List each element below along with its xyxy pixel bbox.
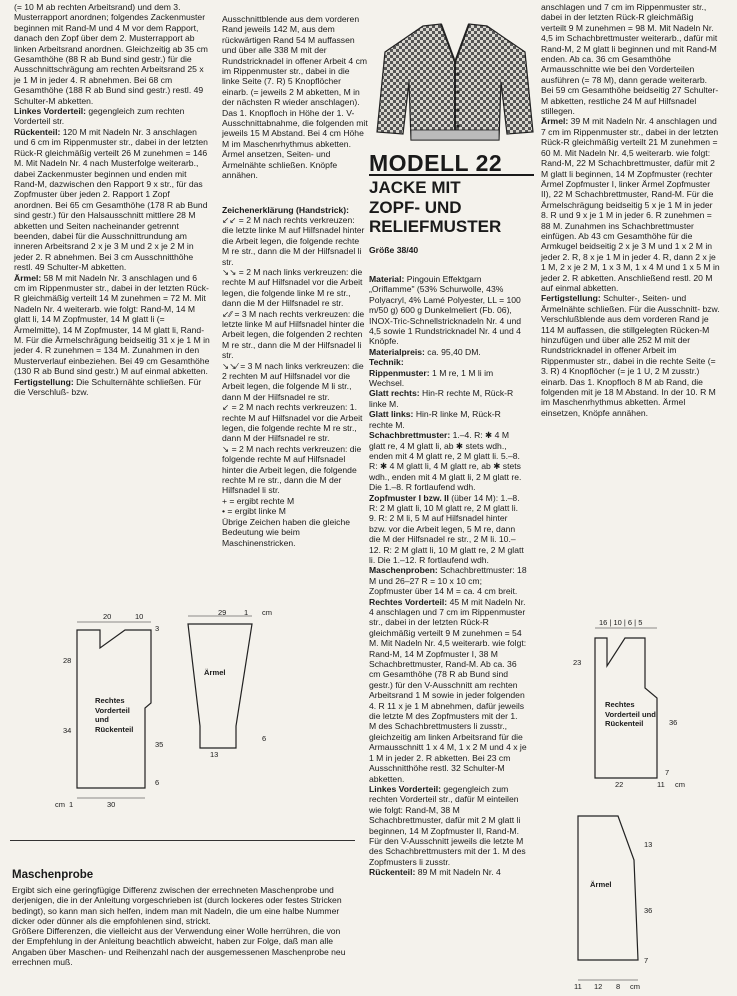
s2-n6: 6 [262,734,267,743]
s3-n22: 22 [615,780,624,789]
s3-n36: 36 [669,718,678,727]
fert-text: Die Schulternähte schließen. Für die Verschluß- bzw. [14,376,202,398]
sch-text: 1.–4. R: ✱ 4 M glatt re, 4 M glatt li, ab ✱ stets wdh., enden mit 4 M glatt re, 2 M glatt li. 5.–8. R: ✱ 4 M glatt li, 4 M glatt re, ab ✱ stets wdh., enden mit 4 M glatt li, 2 M glatt re. Die 1.–8. R fortlaufend wdh. [369,430,522,493]
s1-n6: 6 [155,778,160,787]
title-line-1: JACKE MIT [369,178,461,197]
s3-n23: 23 [573,658,582,667]
arm-heading: Ärmel: [14,272,42,283]
size-label: Größe 38/40 [369,245,419,255]
column-4 [541,2,721,418]
s3-n7: 7 [665,768,670,777]
maschenprobe-p1: Ergibt sich eine geringfügige Differenz zwischen der errechneten Maschenprobe und derjenigen, die in der Anleitung vorgeschrieben ist (durch lockeres oder festes Stricken bedingt), so kann man sich helfen, indem man mit Nadeln, die um eine halbe Nummer dicker oder dünner als die empfohlenen sind, strickt. [12,885,342,926]
s1-n3: 3 [155,624,160,633]
s3-top: 16 | 10 | 6 | 5 [599,618,643,627]
s1-n28: 28 [63,656,72,665]
jacket-title [369,178,501,237]
legend-z4: ↘↘⁄ = 3 M nach links verkreuzen: die 2 rechten M auf Hilfsnadel vor die Arbeit legen, die folgende M li str., dann M der Hilfsnadel re str. [222,360,364,402]
column-2 [222,14,368,548]
schema-2-outline [180,608,280,768]
sch-heading: Schachbrettmuster: [369,430,451,441]
s2-n13: 13 [210,750,219,759]
rt3-text: 89 M mit Nadeln Nr. 4 [417,867,501,878]
arm4-heading: Ärmel: [541,116,569,127]
col4-cont: anschlagen und 7 cm im Rippenmuster str., dabei in der letzten Rück-R gleichmäßig verteilt 9 M zunehmen = 98 M. Mit Nadeln Nr. 4,5 im Schachbrettmuster weiterarb., dafür mit Rand-M, 2 M glatt li beginnen und mit Rand-M enden. Ab ca. 36 cm Gesamthöhe Armausschnitte wie bei den Vorderteilen ausführen (= 78 M), dann gerade weiterarb. Bei 59 cm Gesamthöhe beidseitig 27 Schulter-M abketten, restliche 24 M auf Hilfsnadel stillegen. [541,2,719,117]
rv-heading: Rechtes Vorderteil: [369,596,448,607]
glr-text: Hin-R rechte M, Rück-R linke M. [369,388,514,409]
rt3-heading: Rückenteil: [369,867,416,878]
legend-z3: ↙⁄⁄ = 3 M nach rechts verkreuzen: die letzte linke M auf Hilfsnadel hinter die Arbeit legen, die folgenden 2 rechten M re str., dann die M der Hilfsnadel li str. [222,308,365,361]
s1-n20: 20 [103,612,112,621]
zopf-text: (über 14 M): 1.–8. R: 2 M glatt li, 10 M glatt re, 2 M glatt li. 9. R: 2 M li, 5 M auf Hilfsnadel hinter bzw. vor die Arbeit legen, 5 M re, dann die M der Hilfsnadel re str., 2 M li. 10.–12. R: 2 M glatt li, 10 M glatt re, 2 M glatt li. Die 1.–12. R fortlaufend wdh. [369,492,524,565]
schema-front-back-2 [565,618,735,798]
legend-z1: ↙↙ = 2 M nach rechts verkreuzen: die letzte linke M auf Hilfsnadel hinter die Arbeit legen, die folgende rechte M re str., dann die M der Hilfsnadel li str. [222,214,365,267]
zopf-heading: Zopfmuster I bzw. II [369,492,449,503]
rt-heading: Rückenteil: [14,126,61,137]
fert-heading: Fertigstellung: [14,376,74,387]
gll-heading: Glatt links: [369,409,414,420]
maschenprobe-p2: Größere Differenzen, die vielleicht aus der Verwendung einer Wolle herrühren, die von der Empfehlung in der Anleitung beachtlich abweicht, haben zur Folge, daß man alle Angaben über Maschen- und Reihenzahl nach der ausgemessenen Maschenprobe neu errechnen muß. [12,926,346,968]
s4-n7: 7 [644,956,649,965]
legend-z9: Übrige Zeichen haben die gleiche Bedeutung wie beim Maschinenstricken. [222,516,351,548]
maschenprobe-box [10,840,355,991]
jacket-illustration [375,22,535,142]
col1-intro: (= 10 M ab rechten Arbeitsrand) und dem 3. Musterrapport anordnen; folgendes Zackenmuster beginnen mit Rand-M und 4 M vor dem Rapport, danach den Zopf über dem 2. Musterrapport ab linken Arbeitsrand anordnen. Gleichzeitig ab 35 cm Gesamthöhe (88 R ab Bund sind gestr.) für die Ausschnittschrägung am rechten Arbeitsrand 25 x je 1 M in jeder 4. R abnehmen. Bei 68 cm Gesamthöhe (188 R ab Bund sind gestr.) restl. 49 Schulter-M abketten. [14,2,208,106]
fert4-text: Schulter-, Seiten- und Ärmelnähte schließen. Für die Ausschnitt- bzw. Verschlußblende aus dem vorderen Rand je 114 M auffassen, die stillgelegten Rücken-M hinzufügen und über alle 252 M mit der Rundstricknadel in offener Arbeit im Rippenmuster str., dabei in die rechte Seite (= 3. R) 4 Knopflöcher (= je 1 U, 2 M zusstr.) einarb. Das 1. Knopfloch 8 M ab Rand, die folgenden mit je 18 M Abstand. In der 10. R M im Maschenrhythmus abketten. Ärmel einsetzen, Knöpfe annähen. [541,293,720,418]
arm-text: 58 M mit Nadeln Nr. 3 anschlagen und 6 cm im Rippenmuster str., dabei in der letzten Rück-R gleichmäßig verteilt 14 M zunehmen = 72 M. Mit Nadeln Nr. 4 weiterarb. wie folgt: Rand-M, 14 M glatt li, 14 M Zopfmuster, 14 M glatt li (= Ärmelmitte), 14 M Zopfmuster, 14 M glatt li, Rand-M. Für die Ärmelschrägung beidseitig 31 x je 1 M in jeder 4. R zunehmen = 134 M. Zunahmen in den Musterverlauf einbeziehen. Bei 49 cm Gesamthöhe (130 R ab Bund sind gestr.) M auf einmal abketten. [14,272,210,377]
s3-label: Rechtes Vorderteil und Rückenteil [605,700,656,728]
glr-heading: Glatt rechts: [369,388,420,399]
preis-text: ca. 95,40 DM. [427,346,481,357]
arm4-text: 39 M mit Nadeln Nr. 4 anschlagen und 7 cm im Rippenmuster str., dabei in der letzten Rück-R gleichmäßig verteilt 21 M zunehmen = 60 M. Mit Nadeln Nr. 4,5 weiterarb. wie folgt: Rand-M, 22 M Schachbrettmuster, dafür mit 2 M glatt li beginnen, 14 M Zopfmuster (rechter Ärmel Zopfmuster I, linker Ärmel Zopfmuster II), 22 M Schachbrettmuster, Rand-M. Für die Ärmelschrägung beidseitig 5 x je 1 M in jeder 8. R und 9 x je 1 M in jeder 6. R zunehmen = 88 M. Zunahmen ins Schachbrettmuster einfügen. Ab 43 cm Gesamthöhe für die Armkugel beidseitig 2 x je 3 M und 1 x 2 M in jeder 2. R, 8 x je 1 M in jeder 4. R, dann 2 x je 1 M, 2 x je 2 M, 1 x 3 M, 1 x 4 M und 1 x 5 M in jeder 2. R abketten. Anschließend restl. 20 M auf einmal abketten. [541,116,720,293]
schema-4-outline [560,810,680,990]
s1-label: Rechtes Vorderteil und Rückenteil [95,696,134,734]
rt-text: 120 M mit Nadeln Nr. 3 anschlagen und 6 cm im Rippenmuster str., dabei in der letzten Rück-R gleichmäßig verteilt 26 M zunehmen = 146 M. Mit Nadeln Nr. 4 nach Musterfolge weiterarb., dabei Zackenmuster beginnen und enden mit Rand-M, dazwischen den Rapport 9 x str., für das Zopfmuster über jeden 2. Rapport 1 Zopf anordnen. Bei 65 cm Gesamthöhe (178 R ab Bund sind gestr.) für den Halsausschnitt mittlere 28 M abketten und Seiten nacheinander getrennt beenden, dabei für die Ausschnittrundung am inneren Arbeitsrand 2 x je 3 M und 2 x je 2 M in jeder 2. R abnehmen. Bei 3 cm Ausschnitthöhe restl. 49 Schulter-M abketten. [14,126,208,273]
s1-n30: 30 [107,800,116,809]
s4-n12: 12 [594,982,603,991]
col2-cont: Ausschnittblende aus dem vorderen Rand jeweils 142 M, aus dem rückwärtigen Rand 54 M auffassen und über alle 338 M mit der Rundstricknadel in offener Arbeit 4 cm im Rippenmuster str., dabei in die linke Seite (7. R) 5 Knopflöcher einarb. (= jeweils 2 M abketten, M in der nächsten R wieder anschlagen). Das 1. Knopfloch in Höhe der 1. V-Ausschnittabnahme, die folgenden mit jeweils 15 M Abstand. Bei 4 cm Höhe M im Maschenrhythmus abketten. Ärmel ansetzen, Seiten- und Ärmelnähte schließen. Knöpfe annähen. [222,14,368,181]
material-heading: Material: [369,274,405,284]
s2-cm: cm [262,608,272,617]
legend-z5: ↙ = 2 M nach rechts verkreuzen: 1. rechte M auf Hilfsnadel vor die Arbeit legen, die folgende rechte M re str., dann M der Hilfsnadel re str. [222,402,363,444]
s3-n11: 11 [657,780,665,789]
mp-text: Schachbrettmuster: 18 M und 26–27 R = 10 x 10 cm; Zopfmuster über 14 M = ca. 4 cm breit. [369,565,527,597]
schema-sleeve-2 [560,810,680,990]
legend-z2: ↘↘ = 2 M nach links verkreuzen: die rechte M auf Hilfsnadel vor die Arbeit legen, die folgende linke M re str., dann die M der Hilfsnadel re str. [222,266,363,309]
lv-heading: Linkes Vorderteil: [14,106,86,117]
material-text: Pingouin Effektgarn „Oriflamme" (53% Schurwolle, 43% Polyacryl, 4% Lamé Polyester, LL = 100 m/50 g) 600 g Dunkelmeliert (Fb. 06), INOX-Tric-Schnellstricknadeln Nr. 4 und 4,5 sowie 1 Rundstricknadel Nr. 4 und 4 Knöpfe. [369,274,522,347]
s1-n1: 1 [69,800,74,809]
technik-heading: Technik: [369,357,404,368]
s1-n35: 35 [155,740,164,749]
s4-n13: 13 [644,840,653,849]
rip-heading: Rippenmuster: [369,367,430,378]
gll-text: Hin-R linke M, Rück-R rechte M. [369,409,501,430]
zeichen-heading: Zeichenerklärung (Handstrick): [222,204,350,215]
column-3 [369,264,527,878]
s2-n29: 29 [218,608,227,617]
s1-cm: cm [55,800,65,809]
s4-cm: cm [630,982,640,991]
lv3-heading: Linkes Vorderteil: [369,783,441,794]
s4-n8: 8 [616,982,621,991]
schema-sleeve-1 [180,608,280,768]
lv3-text: gegengleich zum rechten Vorderteil str., dafür M einteilen wie folgt: Rand-M, 38 M Schachbrettmuster, dafür mit 2 M glatt li beginnen, 14 M Zopfmuster II, Rand-M. Für den V-Ausschnitt jeweils die letzte M des Schachbrettmusters mit der 1. M des Zopfmusters li zusstr. [369,783,526,867]
title-line-2: ZOPF- UND [369,197,462,217]
maschenprobe-title: Maschenprobe [12,869,94,881]
legend-z8: • = ergibt linke M [222,506,286,517]
s2-n1: 1 [244,608,249,617]
rv-text: 45 M mit Nadeln Nr. 4 anschlagen und 7 cm im Rippenmuster str., dabei in der letzten Rück-R gleichmäßig verteilt 9 M zunehmen = 54 M. Mit Nadeln Nr. 4,5 weiterarb. wie folgt: Rand-M, 14 M Zopfmuster I, 38 M Schachbrettmuster, Rand-M. Ab ca. 36 cm Gesamthöhe (78 R ab Bund sind gestr.) für den V-Ausschnitt am rechten Arbeitsrand 1 M sowie in jeder folgenden 4. R 11 x je 1 M abnehmen, dafür jeweils die letzte M des Zopfmusters mit der 1. M des Schachbrettmusters li zusstr., gleichzeitig am linken Arbeitsrand für die Armausschnitt 1 x 4 M, 1 x 2 M und 4 x je 1 M in jeder 2. R abketten. Bei 23 cm Ausschnitthöhe restl. 32 Schulter-M abketten. [369,596,527,784]
title-line-3: RELIEFMUSTER [369,217,502,236]
legend-z7: + = ergibt rechte M [222,495,295,506]
column-1 [14,2,210,397]
s1-n34: 34 [63,726,72,735]
fert4-heading: Fertigstellung: [541,293,601,304]
mp-heading: Maschenproben: [369,565,438,576]
rip-text: 1 M re, 1 M li im Wechsel. [369,367,494,389]
lv-text: gegengleich zum rechten Vorderteil str. [14,106,185,127]
s4-n11: 11 [574,982,582,991]
model-title: MODELL 22 [369,150,503,176]
s4-n36: 36 [644,906,653,915]
schema-front-back-1 [55,608,165,808]
s3-cm: cm [675,780,685,789]
preis-heading: Materialpreis: [369,346,425,357]
s2-label: Ärmel [204,668,226,677]
s1-n10: 10 [135,612,144,621]
s4-label: Ärmel [590,880,612,889]
legend-z6: ↘ = 2 M nach rechts verkreuzen: die folgende rechte M auf Hilfsnadel hinter die Arbeit legen, die folgende rechte M re str., dann die M der Hilfsnadel li str. [222,443,362,496]
